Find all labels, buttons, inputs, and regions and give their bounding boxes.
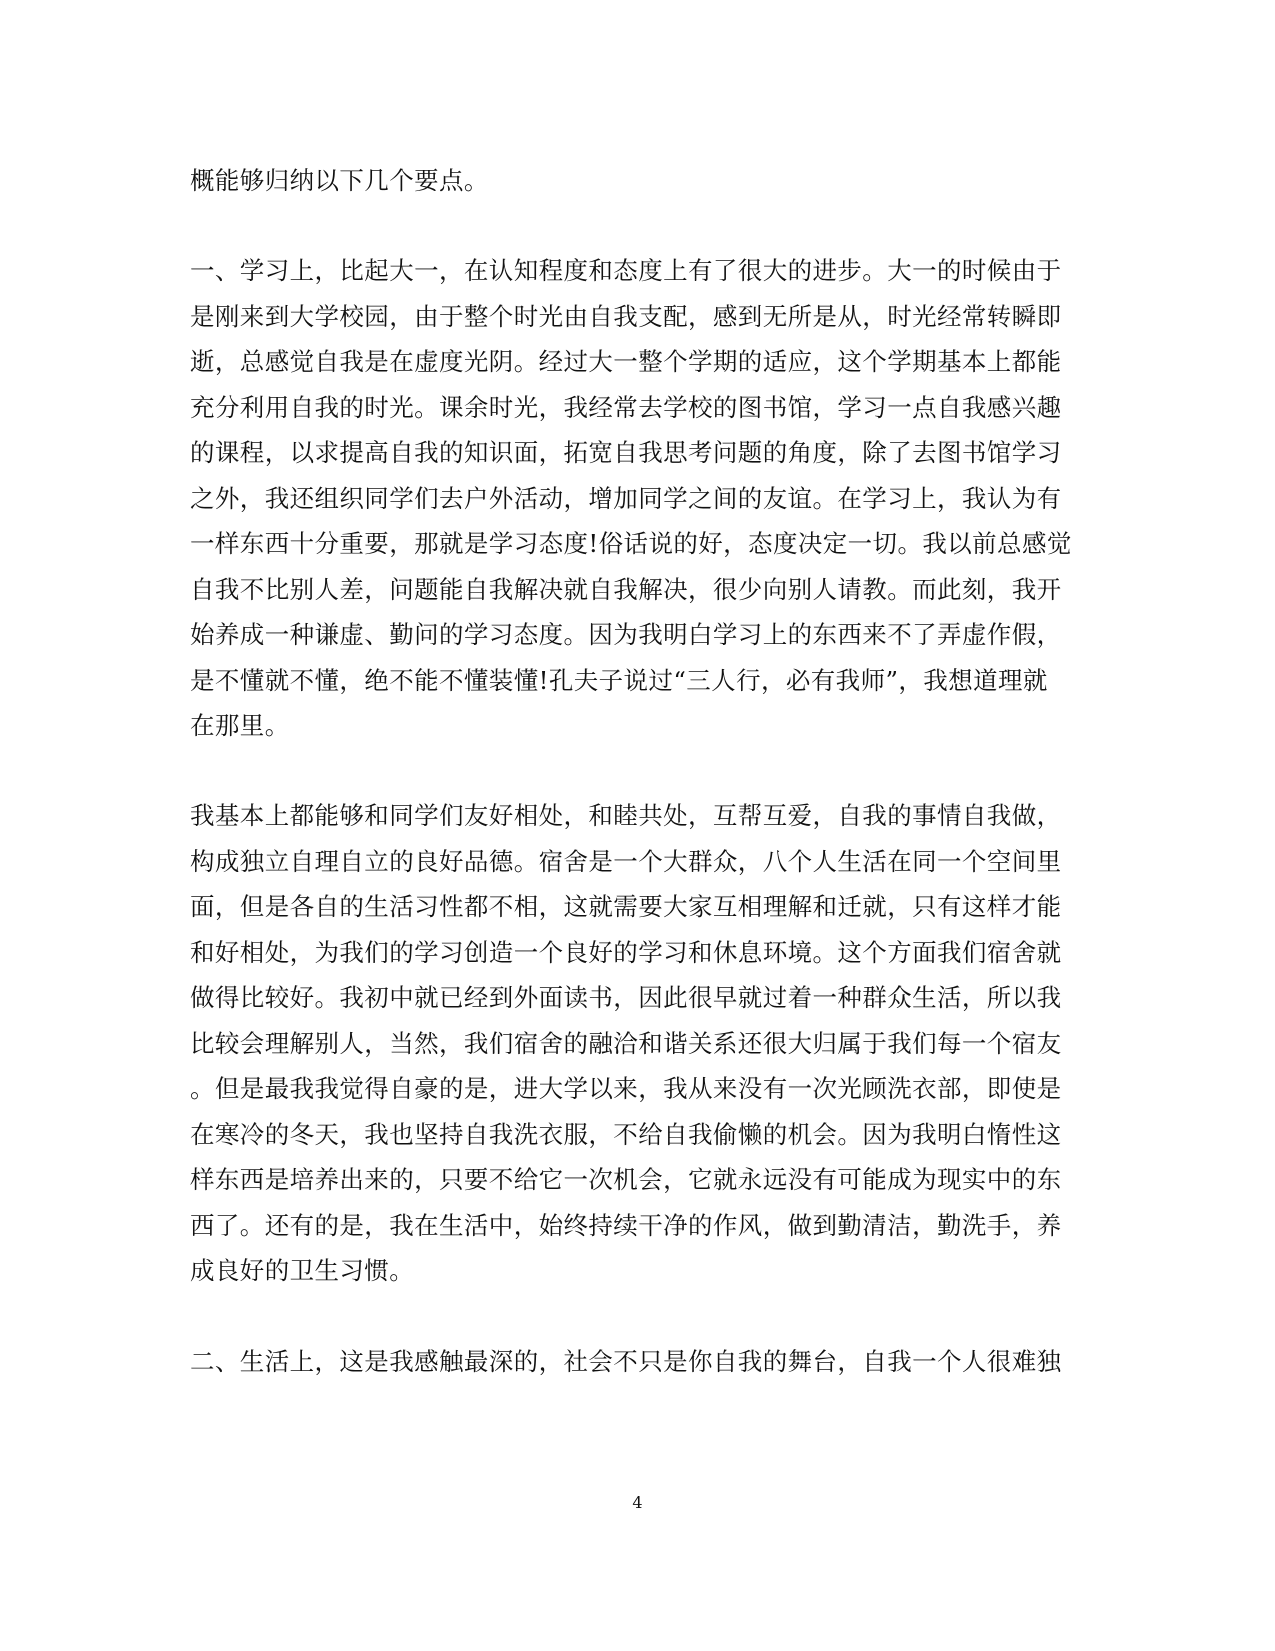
text-line: 充分利用自我的时光。课余时光，我经常去学校的图书馆，学习一点自我感兴趣 [190, 393, 1062, 422]
text-line: 之外，我还组织同学们去户外活动，增加同学之间的友谊。在学习上，我认为有 [190, 484, 1062, 513]
text-line: 成良好的卫生习惯。 [190, 1256, 415, 1285]
text-line: 是不懂就不懂，绝不能不懂装懂!孔夫子说过“三人行，必有我师”，我想道理就 [190, 666, 1048, 695]
text-line: 是刚来到大学校园，由于整个时光由自我支配，感到无所是从，时光经常转瞬即 [190, 302, 1062, 331]
text-line: 西了。还有的是，我在生活中，始终持续干净的作风，做到勤清洁，勤洗手，养 [190, 1211, 1062, 1240]
text-line: 在寒冷的冬天，我也坚持自我洗衣服，不给自我偷懒的机会。因为我明白惰性这 [190, 1120, 1062, 1149]
page-number: 4 [632, 1493, 643, 1512]
text-line: 二、生活上，这是我感触最深的，社会不只是你自我的舞台，自我一个人很难独 [190, 1347, 1062, 1376]
text-line: 自我不比别人差，问题能自我解决就自我解决，很少向别人请教。而此刻，我开 [190, 575, 1062, 604]
text-line: 始养成一种谦虚、勤问的学习态度。因为我明白学习上的东西来不了弄虚作假， [190, 620, 1062, 649]
text-line: 在那里。 [190, 711, 290, 740]
text-line: 和好相处，为我们的学习创造一个良好的学习和休息环境。这个方面我们宿舍就 [190, 938, 1062, 967]
text-line: 一样东西十分重要，那就是学习态度!俗话说的好，态度决定一切。我以前总感觉 [190, 529, 1072, 558]
text-line: 一、学习上，比起大一，在认知程度和态度上有了很大的进步。大一的时候由于 [190, 256, 1062, 285]
text-line: 我基本上都能够和同学们友好相处，和睦共处，互帮互爱，自我的事情自我做， [190, 801, 1062, 830]
text-line: 。但是最我我觉得自豪的是，进大学以来，我从来没有一次光顾洗衣部，即使是 [190, 1074, 1062, 1103]
text-line: 的课程，以求提高自我的知识面，拓宽自我思考问题的角度，除了去图书馆学习 [190, 438, 1062, 467]
text-line: 概能够归纳以下几个要点。 [190, 166, 489, 195]
text-line: 样东西是培养出来的，只要不给它一次机会，它就永远没有可能成为现实中的东 [190, 1165, 1062, 1194]
text-line: 面，但是各自的生活习性都不相，这就需要大家互相理解和迁就，只有这样才能 [190, 892, 1062, 921]
text-line: 做得比较好。我初中就已经到外面读书，因此很早就过着一种群众生活，所以我 [190, 983, 1062, 1012]
text-line: 构成独立自理自立的良好品德。宿舍是一个大群众，八个人生活在同一个空间里 [190, 847, 1062, 876]
text-line: 比较会理解别人，当然，我们宿舍的融洽和谐关系还很大归属于我们每一个宿友 [190, 1029, 1062, 1058]
text-line: 逝，总感觉自我是在虚度光阴。经过大一整个学期的适应，这个学期基本上都能 [190, 347, 1062, 376]
